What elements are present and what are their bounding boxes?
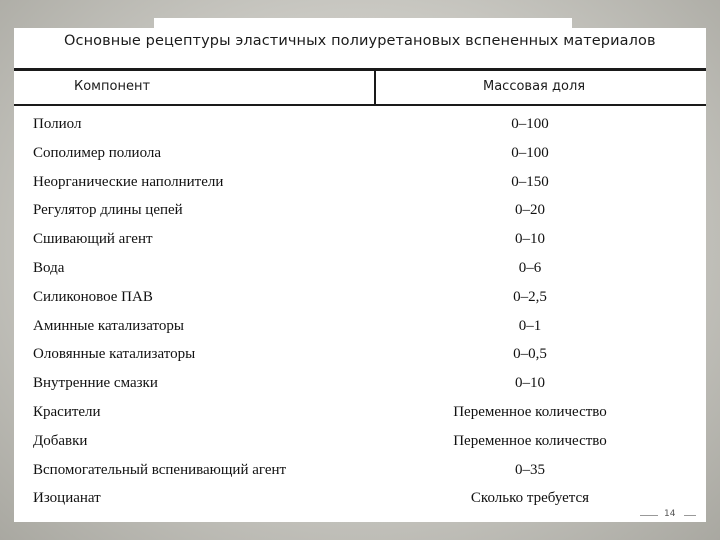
mass-fraction-cell: 0–10 [515,231,545,248]
table-row [0,431,720,460]
mass-fraction-cell: 0–1 [518,317,542,334]
mass-fraction-cell: 0–2,5 [513,288,547,305]
component-cell: Неорганические наполнители [33,173,224,190]
component-cell: Силиконовое ПАВ [33,288,153,305]
mass-fraction-cell: 0–150 [511,173,549,190]
mass-fraction-cell: 0–20 [515,202,545,219]
component-cell: Вода [33,259,65,276]
table-row [0,460,720,489]
page-number: 14 [664,509,676,519]
table-row [0,172,720,201]
table-row [0,373,720,402]
column-header-component: Компонент [74,79,151,94]
component-cell: Вспомогательный вспенивающий агент [33,461,287,478]
document-title: Основные рецептуры эластичных полиуретановых вспененных материалов [64,33,656,49]
component-cell: Аминные катализаторы [33,317,184,334]
mass-fraction-cell: Переменное количество [453,432,607,449]
table-row [0,229,720,258]
component-cell: Внутренние смазки [33,375,158,392]
table-top-rule [14,68,706,71]
table-row [0,258,720,287]
mass-fraction-cell: Переменное количество [453,403,607,420]
mass-fraction-cell: 0–6 [518,259,542,276]
mass-fraction-cell: 0–0,5 [513,346,547,363]
mass-fraction-cell: 0–10 [515,375,545,392]
mass-fraction-cell: 0–100 [511,116,549,132]
table-row [0,402,720,431]
table-row [0,114,720,143]
page-number-rule-left [640,515,658,516]
column-divider [374,70,376,106]
table-header-rule [14,104,706,106]
column-header-mass-fraction: Массовая доля [483,79,586,94]
table-row [0,488,720,517]
component-cell: Сшивающий агент [33,231,153,248]
table-row [0,200,720,229]
table-row [0,143,720,172]
header-tab [154,18,572,32]
component-cell: Регулятор длины цепей [33,202,183,219]
table-row [0,344,720,373]
mass-fraction-cell: 0–35 [515,461,545,478]
page-number-rule-right [684,515,696,516]
component-cell: Добавки [33,432,88,449]
component-cell: Красители [33,403,101,420]
mass-fraction-cell: Сколько требуется [470,490,590,507]
component-cell: Изоцианат [33,490,101,507]
table-row [0,316,720,345]
component-cell: Сополимер полиола [33,144,162,161]
table-row [0,287,720,316]
mass-fraction-cell: 0–100 [511,144,549,161]
component-cell: Полиол [33,116,82,132]
component-cell: Оловянные катализаторы [33,346,196,363]
table-body [0,114,720,517]
